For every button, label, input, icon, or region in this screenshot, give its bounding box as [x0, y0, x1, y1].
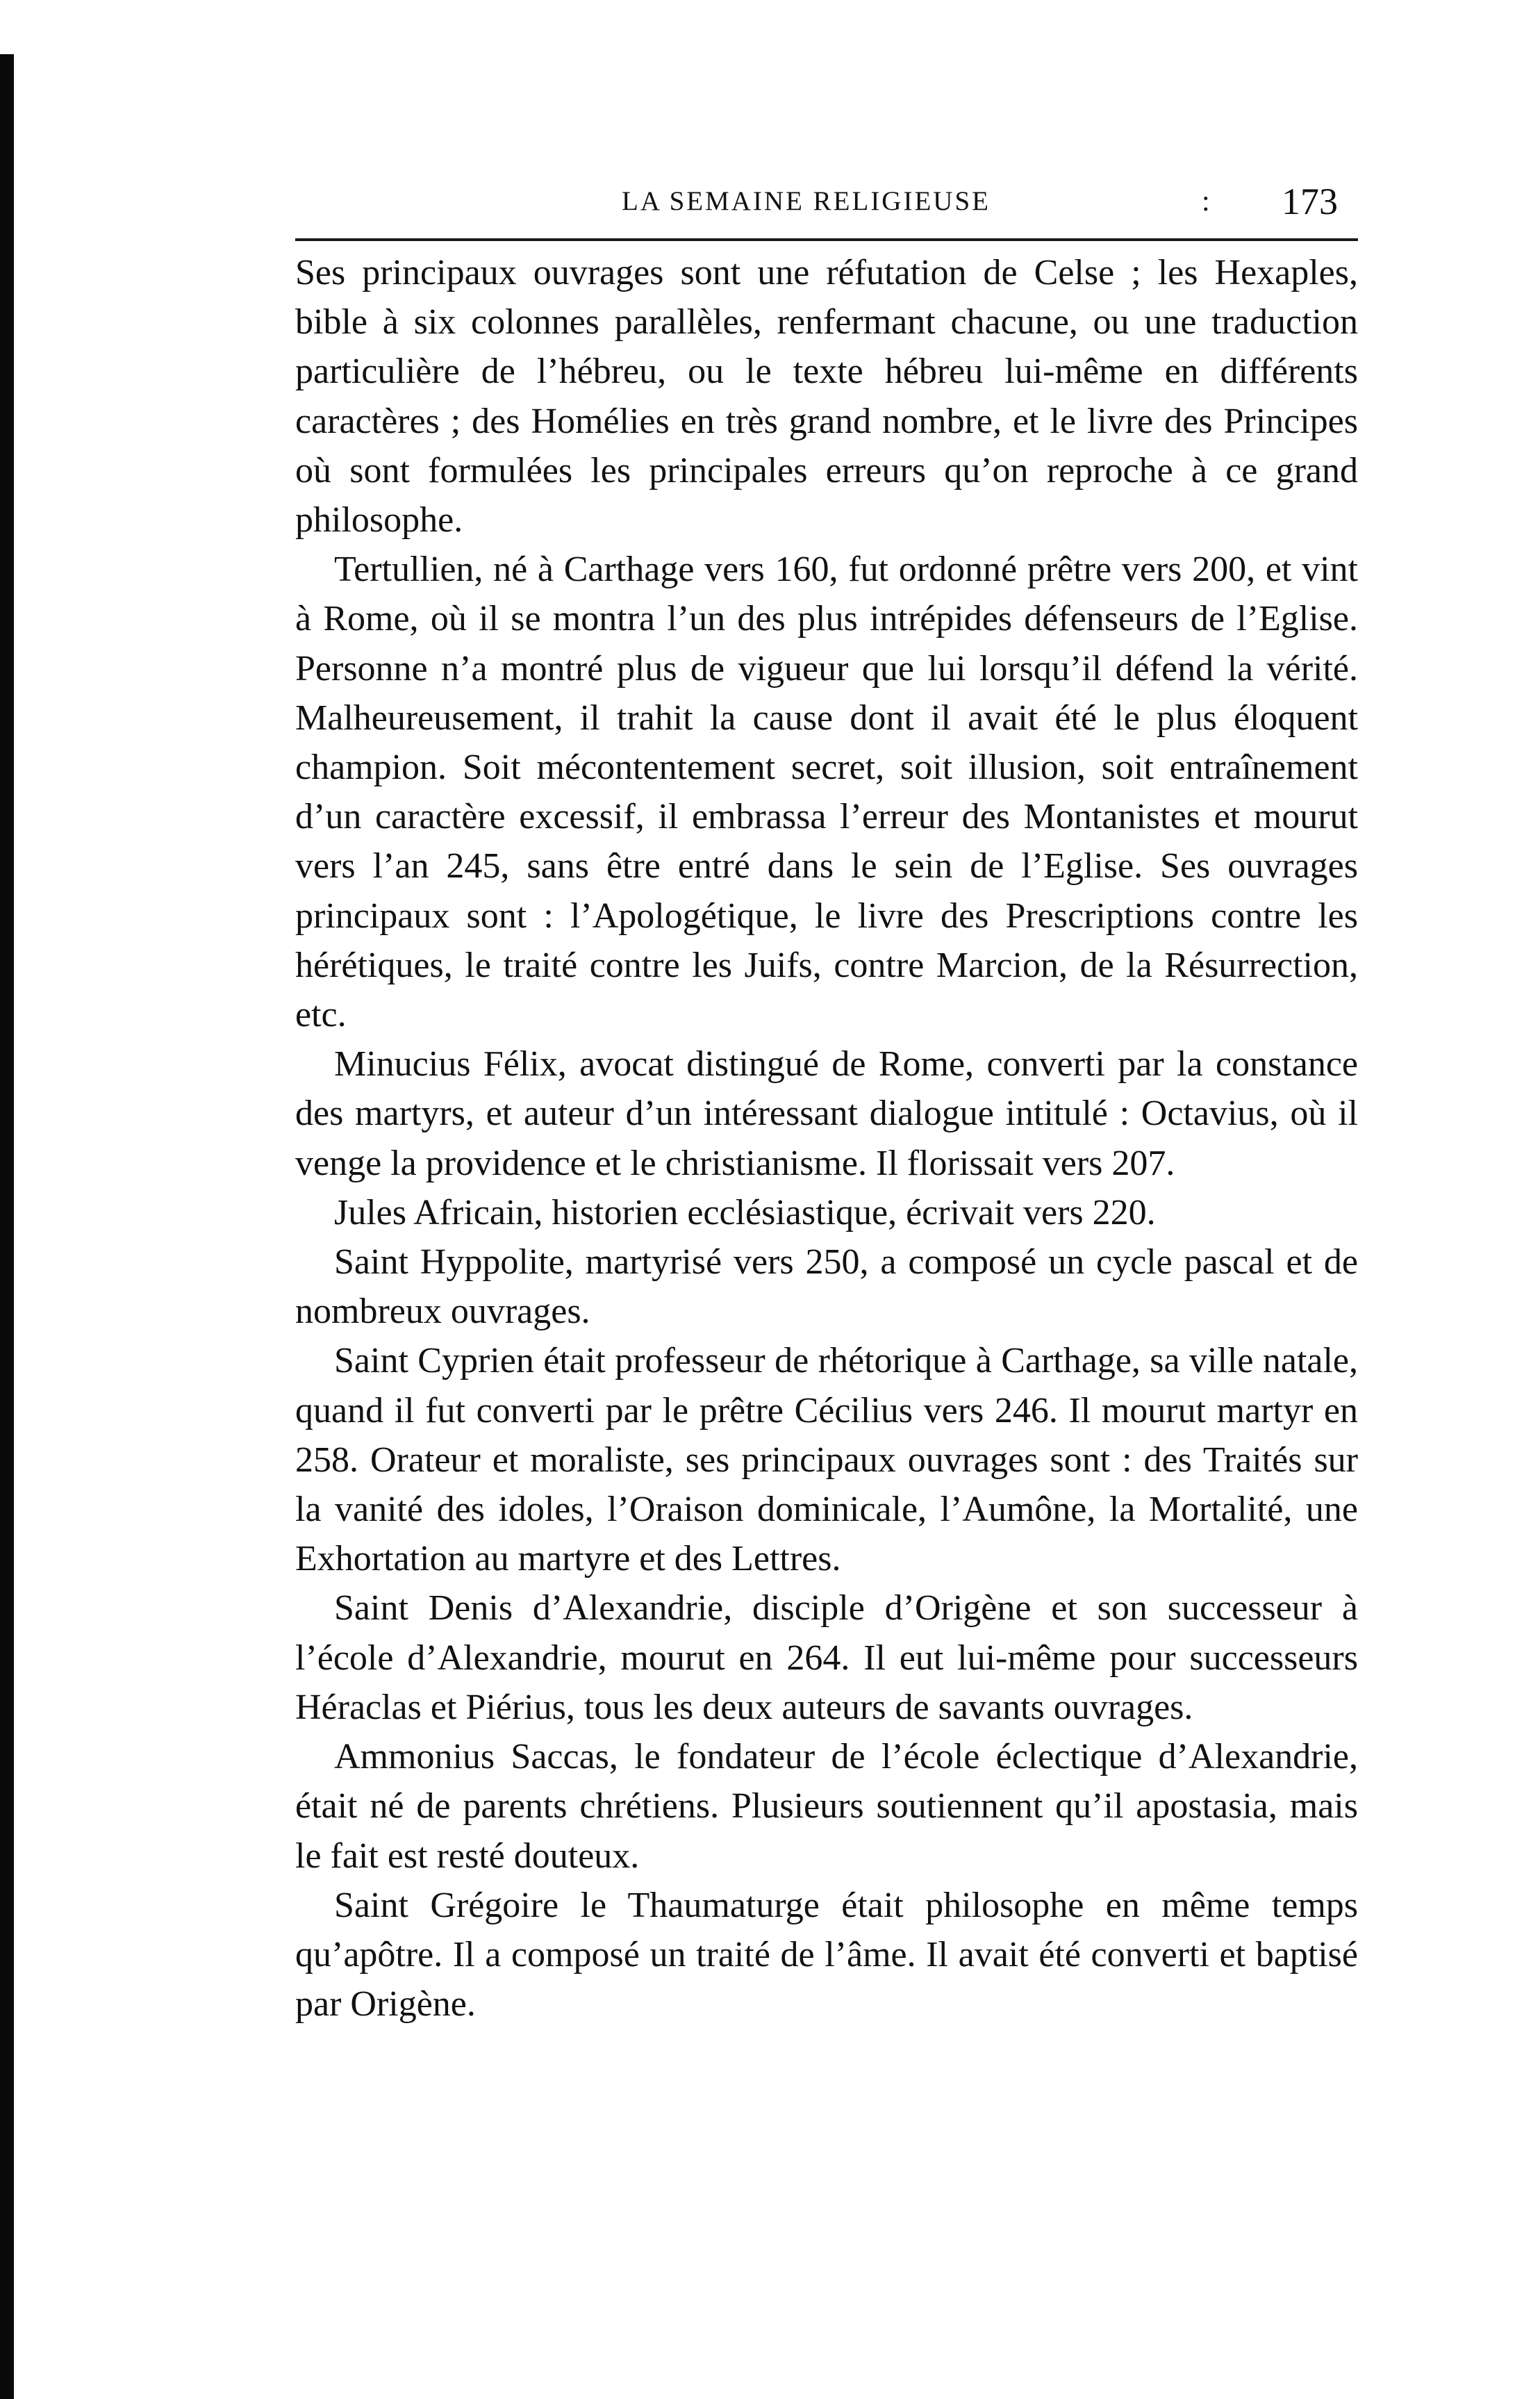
paragraph-cyprien: Saint Cyprien était professeur de rhétorique à Carthage, sa ville natale, quand il fut converti par le prêtre Cécilius vers 246. Il mourut martyr en 258. Orateur et moraliste, ses principaux ouvrages sont : des Traités sur la vanité des idoles, l’Oraison dominicale, l’Aumône, la Mortalité, une Exhortation au martyre et des Lettres. [295, 1341, 1358, 1579]
page-number: 173 [1282, 181, 1338, 222]
paragraph-denis-alexandrie: Saint Denis d’Alexandrie, disciple d’Origène et son successeur à l’école d’Alexandrie, mourut en 264. Il eut lui-même pour successeurs Héraclas et Piérius, tous les deux auteurs de savants ouvrages. [295, 1588, 1358, 1727]
header-rule [295, 238, 1358, 241]
paragraph-origene-works: Ses principaux ouvrages sont une réfutation de Celse ; les Hexaples, bible à six colonnes parallèles, renfermant chacune, ou une traduction particulière de l’hébreu, ou le texte hébreu lui-même en différents caractères ; des Homélies en très grand nombre, et le livre des Principes où sont formulées les principales erreurs qu’on reproche à ce grand philosophe. [295, 253, 1358, 541]
paragraph-hyppolite: Saint Hyppolite, martyrisé vers 250, a composé un cycle pascal et de nombreux ouvrages. [295, 1242, 1358, 1332]
binding-edge [0, 54, 14, 2399]
paragraph-tertullien: Tertullien, né à Carthage vers 160, fut ordonné prêtre vers 200, et vint à Rome, où il se montra l’un des plus intrépides défenseurs de l’Eglise. Personne n’a montré plus de vigueur que lui lorsqu’il défend la vérité. Malheureusement, il trahit la cause dont il avait été le plus éloquent champion. Soit mécontentement secret, soit illusion, soit entraînement d’un caractère excessif, il embrassa l’erreur des Montanistes et mourut vers l’an 245, sans être entré dans le sein de l’Eglise. Ses ouvrages principaux sont : l’Apologétique, le livre des Prescriptions contre les hérétiques, le traité contre les Juifs, contre Marcion, de la Résurrection, etc. [295, 550, 1358, 1035]
running-head-separator: : [1202, 186, 1210, 217]
paragraph-jules-africain: Jules Africain, historien ecclésiastique, écrivait vers 220. [334, 1192, 1156, 1233]
running-head-title: LA SEMAINE RELIGIEUSE [622, 186, 991, 216]
paragraph-minucius-felix: Minucius Félix, avocat distingué de Rome, converti par la constance des martyrs, et auteur d’un intéressant dialogue intitulé : Octavius, où il venge la providence et le christianisme. Il florissait vers 207. [295, 1044, 1358, 1183]
paragraph-gregoire-thaumaturge: Saint Grégoire le Thaumaturge était philosophe en même temps qu’apôtre. Il a composé un traité de l’âme. Il avait été converti et baptisé par Origène. [295, 1885, 1358, 2025]
running-head [295, 181, 1358, 222]
paragraph-ammonius-saccas: Ammonius Saccas, le fondateur de l’école éclectique d’Alexandrie, était né de parents chrétiens. Plusieurs soutiennent qu’il apostasia, mais le fait est resté douteux. [295, 1737, 1358, 1876]
body-text [295, 248, 1358, 2029]
